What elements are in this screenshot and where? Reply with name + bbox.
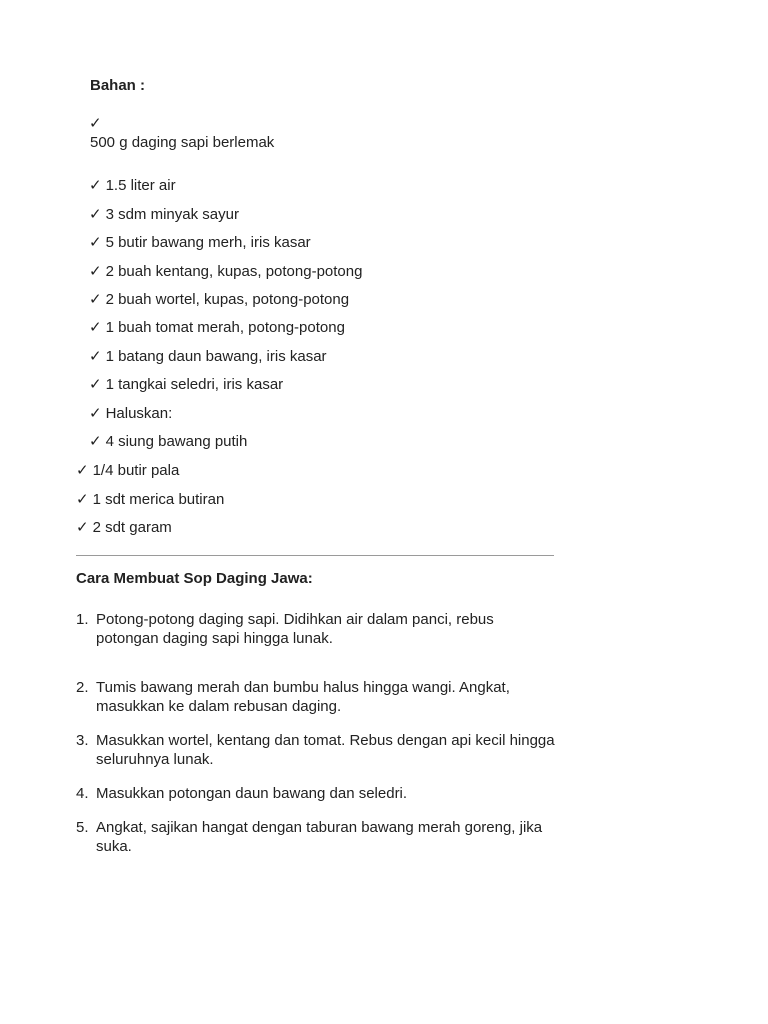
ingredient-item: ✓ 4 siung bawang putih — [89, 433, 248, 450]
check-icon: ✓ — [76, 462, 89, 479]
check-icon: ✓ — [89, 348, 102, 365]
ingredient-item: ✓ 1 sdt merica butiran — [76, 491, 225, 508]
step-text: Potong-potong daging sapi. Didihkan air dalam panci, rebus potongan daging sapi hingga lunak. — [96, 611, 494, 647]
ingredient-item: ✓ 2 buah wortel, kupas, potong-potong — [89, 291, 350, 308]
ingredient-item: ✓ 1/4 butir pala — [76, 462, 180, 479]
check-icon: ✓ — [89, 433, 102, 450]
step-text: Angkat, sajikan hangat dengan taburan bawang merah goreng, jika suka. — [96, 819, 543, 855]
step-text: Masukkan wortel, kentang dan tomat. Rebus dengan api kecil hingga seluruhnya lunak. — [96, 732, 555, 768]
step-text: Tumis bawang merah dan bumbu halus hingga wangi. Angkat, masukkan ke dalam rebusan daging. — [96, 679, 510, 715]
ingredient-item: ✓ 5 butir bawang merh, iris kasar — [89, 234, 311, 251]
section-divider — [76, 555, 554, 556]
step-number: 3. — [76, 732, 89, 749]
check-icon: ✓ — [76, 519, 89, 536]
ingredient-item: ✓ 1.5 liter air — [89, 177, 176, 194]
step-number: 4. — [76, 785, 89, 802]
ingredient-item-first: 500 g daging sapi berlemak — [90, 134, 275, 151]
ingredient-item: ✓ Haluskan: — [89, 405, 173, 422]
check-icon: ✓ — [89, 263, 102, 280]
ingredients-heading: Bahan : — [90, 77, 146, 94]
ingredient-item: ✓ 2 buah kentang, kupas, potong-potong — [89, 263, 363, 280]
ingredient-item: ✓ 2 sdt garam — [76, 519, 172, 536]
ingredient-item: ✓ 3 sdm minyak sayur — [89, 206, 239, 223]
step-number: 5. — [76, 819, 89, 836]
method-heading: Cara Membuat Sop Daging Jawa: — [76, 570, 313, 587]
ingredient-item: ✓ 1 batang daun bawang, iris kasar — [89, 348, 327, 365]
check-icon: ✓ — [89, 319, 102, 336]
check-icon: ✓ — [89, 206, 102, 223]
check-icon: ✓ — [89, 234, 102, 251]
step-number: 2. — [76, 679, 89, 696]
check-icon: ✓ — [89, 115, 102, 132]
check-icon: ✓ — [89, 177, 102, 194]
step-text: Masukkan potongan daun bawang dan seledri. — [96, 785, 408, 802]
step-item — [76, 818, 556, 856]
ingredient-item: ✓ 1 buah tomat merah, potong-potong — [89, 319, 345, 336]
step-item — [76, 610, 556, 648]
ingredient-item: ✓ 1 tangkai seledri, iris kasar — [89, 376, 284, 393]
check-icon: ✓ — [89, 291, 102, 308]
check-icon: ✓ — [89, 405, 102, 422]
step-item — [76, 731, 556, 769]
step-number: 1. — [76, 611, 89, 628]
check-icon: ✓ — [76, 491, 89, 508]
check-icon: ✓ — [89, 376, 102, 393]
step-item — [76, 784, 556, 803]
step-item — [76, 678, 556, 716]
